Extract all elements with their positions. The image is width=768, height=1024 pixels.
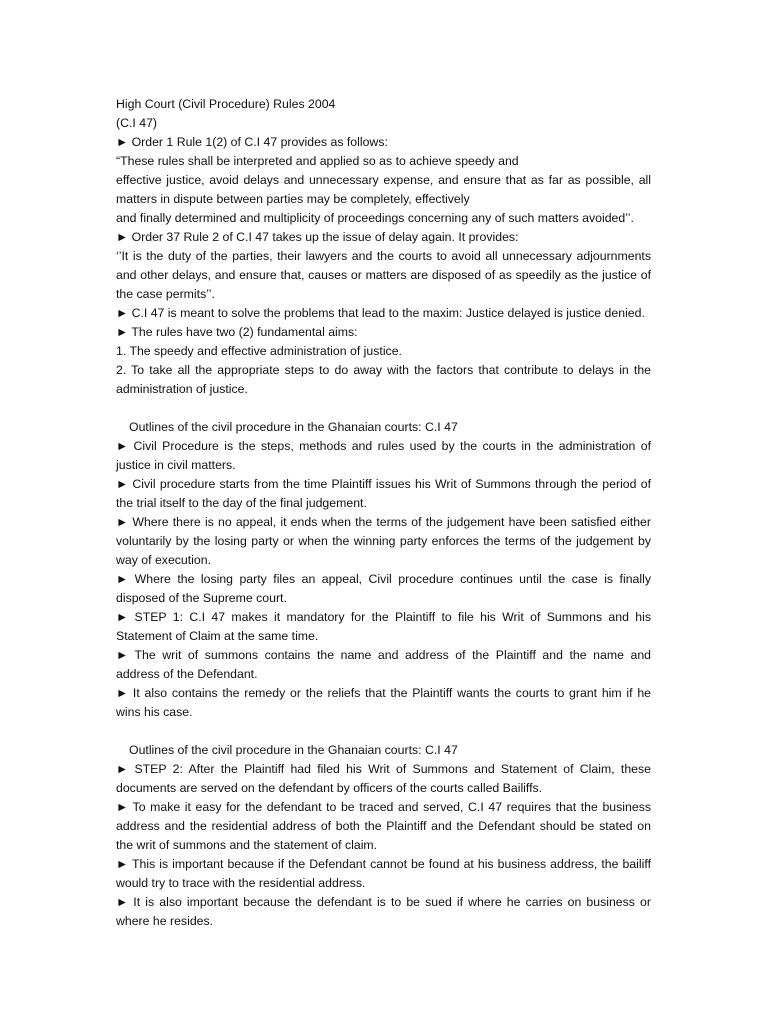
- text-line: ‘’It is the duty of the parties, their lawyers and the courts to avoid all unnecessary adjournments: [116, 249, 651, 263]
- paragraph-gap: [116, 722, 651, 741]
- text-line: Statement of Claim at the same time.: [116, 629, 319, 643]
- text-line: ► STEP 1: C.I 47 makes it mandatory for the Plaintiff to file his Writ of Summons and his: [116, 610, 651, 624]
- text-line: ► STEP 2: After the Plaintiff had filed his Writ of Summons and Statement of Claim, these: [116, 762, 651, 776]
- section-heading: Outlines of the civil procedure in the Ghanaian courts: C.I 47: [129, 743, 458, 757]
- text-line: the writ of summons and the statement of claim.: [116, 838, 378, 852]
- section-heading: Outlines of the civil procedure in the Ghanaian courts: C.I 47: [129, 420, 458, 434]
- paragraph-gap: [116, 399, 651, 418]
- text-line: voluntarily by the losing party or when the winning party enforces the terms of the judgement by: [116, 534, 651, 548]
- text-line: ► It is also important because the defendant is to be sued if where he carries on business or: [116, 895, 651, 909]
- text-line: administration of justice.: [116, 382, 248, 396]
- text-line: effective justice, avoid delays and unnecessary expense, and ensure that as far as possible, all: [116, 173, 651, 187]
- text-line: and other delays, and ensure that, causes or matters are disposed of as speedily as the justice of: [116, 268, 651, 282]
- text-line: ► This is important because if the Defendant cannot be found at his business address, the bailiff: [116, 857, 651, 871]
- text-line: ► C.I 47 is meant to solve the problems that lead to the maxim: Justice delayed is justice denied.: [116, 306, 645, 320]
- text-line: “These rules shall be interpreted and applied so as to achieve speedy and: [116, 154, 519, 168]
- text-line: ► The writ of summons contains the name and address of the Plaintiff and the name and: [116, 648, 651, 662]
- document-body: [116, 95, 651, 931]
- text-line: way of execution.: [116, 553, 212, 567]
- text-line: High Court (Civil Procedure) Rules 2004: [116, 97, 336, 111]
- text-line: ► Order 1 Rule 1(2) of C.I 47 provides as follows:: [116, 135, 388, 149]
- text-line: and finally determined and multiplicity of proceedings concerning any of such matters avoided’’.: [116, 211, 634, 225]
- text-line: would try to trace with the residential address.: [116, 876, 366, 890]
- text-line: where he resides.: [116, 914, 214, 928]
- text-line: ► Civil procedure starts from the time Plaintiff issues his Writ of Summons through the period of: [116, 477, 651, 491]
- text-line: address of the Defendant.: [116, 667, 258, 681]
- text-line: address and the residential address of both the Plaintiff and the Defendant should be stated on: [116, 819, 651, 833]
- text-line: ► Where there is no appeal, it ends when the terms of the judgement have been satisfied either: [116, 515, 651, 529]
- text-line: (C.I 47): [116, 116, 157, 130]
- text-line: the trial itself to the day of the final judgement.: [116, 496, 367, 510]
- text-line: ► It also contains the remedy or the reliefs that the Plaintiff wants the courts to grant him if he: [116, 686, 651, 700]
- text-line: ► Where the losing party files an appeal, Civil procedure continues until the case is finally: [116, 572, 651, 586]
- text-line: ► The rules have two (2) fundamental aims:: [116, 325, 358, 339]
- text-line: disposed of the Supreme court.: [116, 591, 287, 605]
- text-line: ► Civil Procedure is the steps, methods and rules used by the courts in the administration of: [116, 439, 651, 453]
- text-line: justice in civil matters.: [116, 458, 236, 472]
- text-line: matters in dispute between parties may be completely, effectively: [116, 192, 470, 206]
- text-line: ► To make it easy for the defendant to be traced and served, C.I 47 requires that the business: [116, 800, 651, 814]
- text-line: 2. To take all the appropriate steps to do away with the factors that contribute to delays in the: [116, 363, 651, 377]
- text-line: ► Order 37 Rule 2 of C.I 47 takes up the issue of delay again. It provides:: [116, 230, 519, 244]
- text-line: documents are served on the defendant by officers of the courts called Bailiffs.: [116, 781, 543, 795]
- text-line: the case permits’’.: [116, 287, 215, 301]
- text-line: wins his case.: [116, 705, 193, 719]
- text-line: 1. The speedy and effective administration of justice.: [116, 344, 402, 358]
